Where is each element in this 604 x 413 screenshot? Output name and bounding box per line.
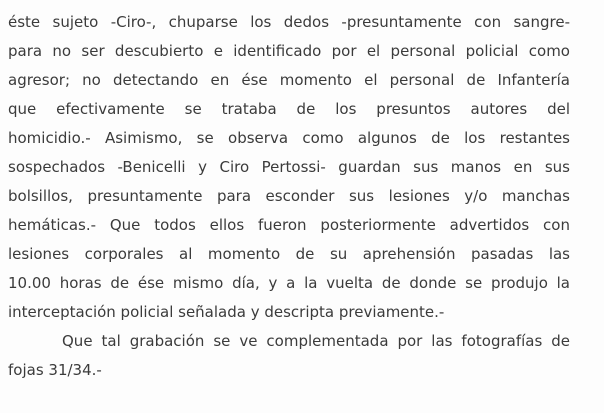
- text-line: Que tal grabación se ve complementada por las fotografías de: [62, 332, 570, 350]
- text-line: interceptación policial señalada y descripta previamente.-: [8, 303, 445, 321]
- text-line: hemáticas.- Que todos ellos fueron posteriormente advertidos con: [8, 216, 570, 234]
- text-line: éste sujeto -Ciro-, chuparse los dedos -presuntamente con sangre-: [8, 13, 570, 31]
- text-line: lesiones corporales al momento de su aprehensión pasadas las: [8, 245, 570, 263]
- text-line: 10.00 horas de ése mismo día, y a la vuelta de donde se produjo la: [8, 274, 570, 292]
- text-line: bolsillos, presuntamente para esconder sus lesiones y/o manchas: [8, 187, 570, 205]
- text-line: fojas 31/34.-: [8, 361, 102, 379]
- text-line: homicidio.- Asimismo, se observa como algunos de los restantes: [8, 129, 570, 147]
- text-line: agresor; no detectando en ése momento el personal de Infantería: [8, 71, 570, 89]
- legal-text-block: [8, 0, 570, 385]
- text-line: para no ser descubierto e identificado por el personal policial como: [8, 42, 570, 60]
- text-line: sospechados -Benicelli y Ciro Pertossi- guardan sus manos en sus: [8, 158, 570, 176]
- text-line: que efectivamente se trataba de los presuntos autores del: [8, 100, 570, 118]
